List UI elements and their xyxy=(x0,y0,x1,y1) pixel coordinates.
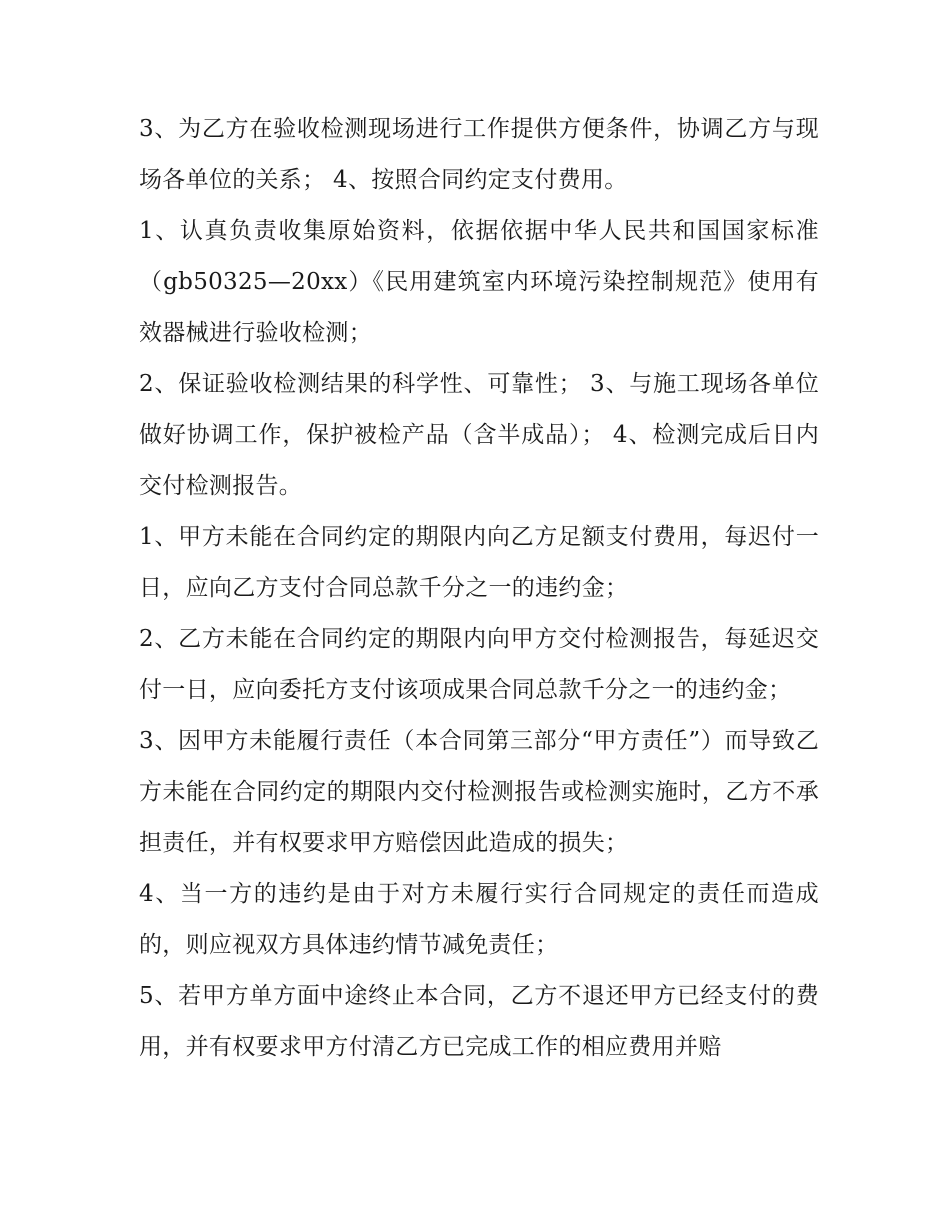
paragraph-party-a-duty-3-4: 3、为乙方在验收检测现场进行工作提供方便条件，协调乙方与现场各单位的关系； 4、按照合同约定支付费用。 xyxy=(139,116,819,193)
paragraph-party-b-duty-2-4: 2、保证验收检测结果的科学性、可靠性； 3、与施工现场各单位做好协调工作，保护被检产品（含半成品）； 4、检测完成后日内交付检测报告。 xyxy=(139,371,819,499)
paragraph-breach-5: 5、若甲方单方面中途终止本合同，乙方不退还甲方已经支付的费用，并有权要求甲方付清乙方已完成工作的相应费用并赔 xyxy=(139,983,819,1060)
paragraph-breach-2: 2、乙方未能在合同约定的期限内向甲方交付检测报告，每延迟交付一日，应向委托方支付该项成果合同总款千分之一的违约金； xyxy=(139,626,819,703)
paragraph-breach-3: 3、因甲方未能履行责任（本合同第三部分“甲方责任”）而导致乙方未能在合同约定的期限内交付检测报告或检测实施时，乙方不承担责任，并有权要求甲方赔偿因此造成的损失； xyxy=(139,728,819,856)
document-body xyxy=(139,104,819,1073)
paragraph-breach-1: 1、甲方未能在合同约定的期限内向乙方足额支付费用，每迟付一日，应向乙方支付合同总款千分之一的违约金； xyxy=(139,524,819,601)
paragraph-party-b-duty-1: 1、认真负责收集原始资料，依据依据中华人民共和国国家标准（gb50325—20xx）《民用建筑室内环境污染控制规范》使用有效器械进行验收检测； xyxy=(139,218,819,346)
paragraph-breach-4: 4、当一方的违约是由于对方未履行实行合同规定的责任而造成的，则应视双方具体违约情节减免责任； xyxy=(139,881,819,958)
